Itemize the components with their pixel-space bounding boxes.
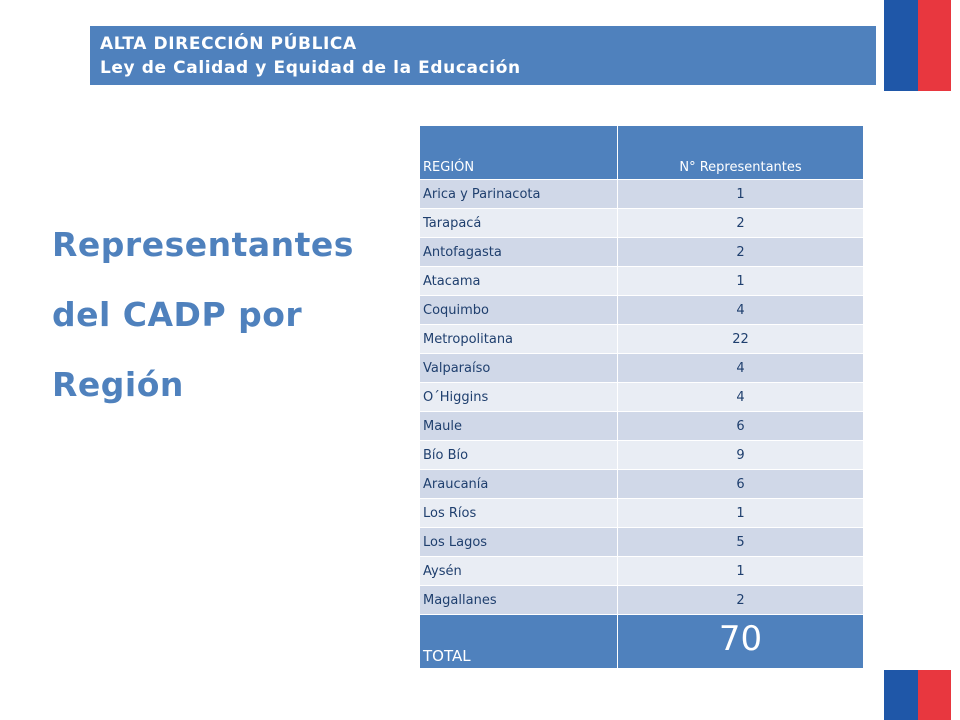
count-cell: 1	[618, 499, 864, 528]
region-cell: Metropolitana	[420, 325, 618, 354]
flag-logo-bottom	[884, 670, 951, 720]
region-cell: Magallanes	[420, 586, 618, 615]
table-row	[420, 180, 864, 209]
total-label: TOTAL	[420, 615, 618, 669]
table-row	[420, 499, 864, 528]
table-row	[420, 441, 864, 470]
region-cell: Atacama	[420, 267, 618, 296]
header-line-1: ALTA DIRECCIÓN PÚBLICA	[100, 34, 357, 54]
region-cell: Maule	[420, 412, 618, 441]
title-line-1: Representantes	[52, 225, 354, 264]
count-cell: 5	[618, 528, 864, 557]
region-cell: O´Higgins	[420, 383, 618, 412]
header-banner	[90, 26, 876, 85]
table-row	[420, 412, 864, 441]
count-cell: 6	[618, 412, 864, 441]
count-cell: 1	[618, 557, 864, 586]
region-cell: Valparaíso	[420, 354, 618, 383]
table-row	[420, 383, 864, 412]
region-cell: Tarapacá	[420, 209, 618, 238]
representatives-table	[419, 125, 864, 669]
count-cell: 2	[618, 586, 864, 615]
page-title	[52, 210, 382, 420]
table-row	[420, 296, 864, 325]
count-cell: 1	[618, 267, 864, 296]
table-row	[420, 557, 864, 586]
region-cell: Los Lagos	[420, 528, 618, 557]
table-row	[420, 470, 864, 499]
table-row	[420, 325, 864, 354]
count-cell: 1	[618, 180, 864, 209]
region-cell: Bío Bío	[420, 441, 618, 470]
table-row	[420, 354, 864, 383]
count-cell: 4	[618, 354, 864, 383]
count-cell: 2	[618, 209, 864, 238]
total-row	[420, 615, 864, 669]
region-cell: Antofagasta	[420, 238, 618, 267]
count-cell: 9	[618, 441, 864, 470]
count-cell: 6	[618, 470, 864, 499]
table-row	[420, 586, 864, 615]
header-line-2: Ley de Calidad y Equidad de la Educación	[100, 58, 521, 78]
flag-logo-top	[884, 0, 951, 91]
column-header-region: REGIÓN	[420, 126, 618, 180]
region-cell: Arica y Parinacota	[420, 180, 618, 209]
table-row	[420, 209, 864, 238]
region-cell: Coquimbo	[420, 296, 618, 325]
table-row	[420, 267, 864, 296]
total-value: 70	[618, 615, 864, 669]
count-cell: 2	[618, 238, 864, 267]
title-line-2: del CADP por	[52, 295, 303, 334]
table-header-row	[420, 126, 864, 180]
table-row	[420, 238, 864, 267]
column-header-count: N° Representantes	[618, 126, 864, 180]
region-cell: Los Ríos	[420, 499, 618, 528]
region-cell: Aysén	[420, 557, 618, 586]
region-cell: Araucanía	[420, 470, 618, 499]
count-cell: 4	[618, 296, 864, 325]
title-line-3: Región	[52, 365, 184, 404]
count-cell: 22	[618, 325, 864, 354]
table-row	[420, 528, 864, 557]
count-cell: 4	[618, 383, 864, 412]
